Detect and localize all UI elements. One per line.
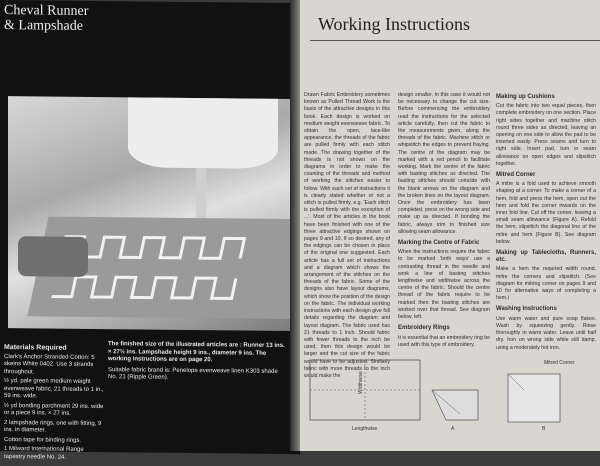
section-text: It is essential that an embroidery ring be used with this type of embroidery.	[398, 334, 490, 348]
title-rule	[310, 40, 600, 41]
figure-b-shape	[508, 374, 560, 422]
section-heading: Making up Tablecloths, Runners, etc.	[496, 250, 596, 264]
lampshade-image	[128, 97, 278, 169]
materials-item: Cotton tape for binding rings.	[4, 436, 82, 444]
section-text: Use warm water and pure soap flakes. Wash by squeezing gently. Rinse thoroughly in warm water. Leave until half dry. Iron on wrong side while still damp, using a moderately hot iron.	[496, 315, 596, 351]
materials-item: 1 Milward International Range tapestry needle No. 24.	[4, 446, 84, 461]
size-note: The finished size of the illustrated articles are : Runner 13 ins. × 27½ ins. Lampshade height 9 ins., diameter 9 ins. The working instructions are on page 20.	[108, 341, 285, 364]
intro-paragraph: Drawn Fabric Embroidery sometimes known as Pulled Thread Work is the basis of the attractive designs in this book. Each design is worked on medium weight evenweave fabric. To obtain the open, lace-like appearance, the threads of the fabric are pulled firmly with each stitch made. The drawing together of the threads is not shown on the diagrams in order to make the counting of the threads and method of working the stitches easier to follow. With each set of instructions it is clearly stated whether or not a stitch is pulled firmly, e.g. 'Each stitch is pulled firmly with the exception of ...'. Most of the articles in the book have been finished with one of the three attractive edgings shown on pages 9 and 10. If so desired, any of the edgings can be chosen in place of the original one suggested. Each article has a full set of instructions and a diagram which shows the arrangement of the stitches on the threads of the fabric. Some of the designs also have layout diagrams, which show the position of the design on the fabric. The individual working instructions with each design give full details regarding the diagram and layout diagram. The fabric used has 21 threads to 1 inch. Should fabric with fewer threads to the inch be used, then this design would be larger and the cut size of the fabric would have to be adjusted. Similarly fabric with more threads to the inch would make the	[304, 92, 390, 379]
section-heading: Washing Instructions	[496, 306, 557, 313]
left-page	[0, 0, 300, 461]
instruction-diagrams	[308, 354, 598, 444]
widthwise-label: Widthwise	[358, 371, 364, 394]
section-text: Make a hem the required width round, mitre the corners and slipstitch. (See diagram for mitring corner on pages 9 and 10 for alternative ways of completing a hem.)	[496, 266, 596, 302]
right-page	[300, 0, 600, 451]
lengthwise-label: Lengthwise	[352, 426, 378, 432]
title-line-2: & Lampshade	[4, 18, 83, 34]
size-notes	[108, 341, 288, 386]
title-line-1: Cheval Runner	[4, 3, 89, 19]
figure-a-label: A	[451, 426, 455, 432]
text-column-3	[496, 90, 596, 352]
materials-item: Clark's Anchor Stranded Cotton: 5 skeins White 0402. Use 3 strands throughout.	[4, 353, 95, 375]
figure-a-shape	[432, 390, 478, 420]
materials-heading: Materials Required	[4, 344, 67, 352]
section-heading: Marking the Centre of Fabric	[398, 240, 480, 247]
section-heading: Embroidery Rings	[398, 325, 450, 332]
fruit-basket-image	[18, 236, 88, 277]
section-text: When the instructions require the fabric to be marked 'both ways' use a contrasting thread in the needle and work a line of basting stitches lengthwise and widthwise across the centre of the fabric. Should the centre thread of the fabric require to be marked then the basting stitches are worked over that thread. See diagram below, left.	[398, 249, 490, 321]
page-title: Working Instructions	[318, 14, 471, 34]
section-heading: Making up Cushions	[496, 94, 555, 100]
materials-item: ½ yd bonding parchment 29 ins. wide or a piece 9 ins. × 27 ins.	[4, 402, 104, 417]
materials-item: 2 lampshade rings, one with fitting, 9 ins. in diameter.	[4, 419, 102, 434]
continued-paragraph: design smaller, in this case it would not be necessary to change the cut size. Before commencing the embroidery read the instructions for the selected article carefully, then cut the fabric to the measurements given, along the threads of the fabric. Machine stitch or whipstitch the edges to prevent fraying. The centre of the diagram may be marked with a red pencil to facilitate working. Mark the centre of the fabric with basting stitches as directed. The basting stitches should coincide with the blank arrows on the diagram and the broken lines on the layout diagram. Once the embroidery has been completed, press on the wrong side and make up as directed. If bonding the fabric, always trim to finished size allowing seam allowance.	[398, 92, 490, 235]
text-column-2	[398, 92, 490, 349]
section-text: Cut the fabric into two equal pieces, then complete embroidery on one section. Place right sides together and machine stitch round three sides as directed, leaving an opening on one side to allow the pad to be inserted easily. Press seams and turn to right side. Insert pad, turn in seam allowance on open edges and slipstitch together.	[496, 103, 596, 167]
section-text: A mitre is a fold used to achieve smooth shaping at a corner. To make a corner of a hem, fold and press the hem, open out the hem and fold the corner inwards on the inner fold line. Cut off the corner, leaving a small seam allowance (Figure A). Refold the hem, slipstitch the diagonal line of the mitre and hem (Figure B). See diagram below.	[496, 181, 596, 245]
section-heading: Mitred Corner	[496, 172, 536, 179]
text-column-1	[304, 92, 390, 380]
figure-b-label: B	[542, 426, 546, 432]
materials-section	[4, 344, 104, 464]
fabric-note: Suitable fabric brand is: Penelope evenweave linen K303 shade No. 21 (Ripple Green).	[108, 366, 278, 381]
materials-item: ½ yd. pale green medium weight evenweave fabric, 21 threads to 1 in., 59 ins. wide.	[4, 378, 104, 400]
mitred-corner-label: Mitred Corner	[544, 360, 575, 366]
project-photo	[8, 96, 292, 331]
pattern-title	[4, 3, 88, 34]
